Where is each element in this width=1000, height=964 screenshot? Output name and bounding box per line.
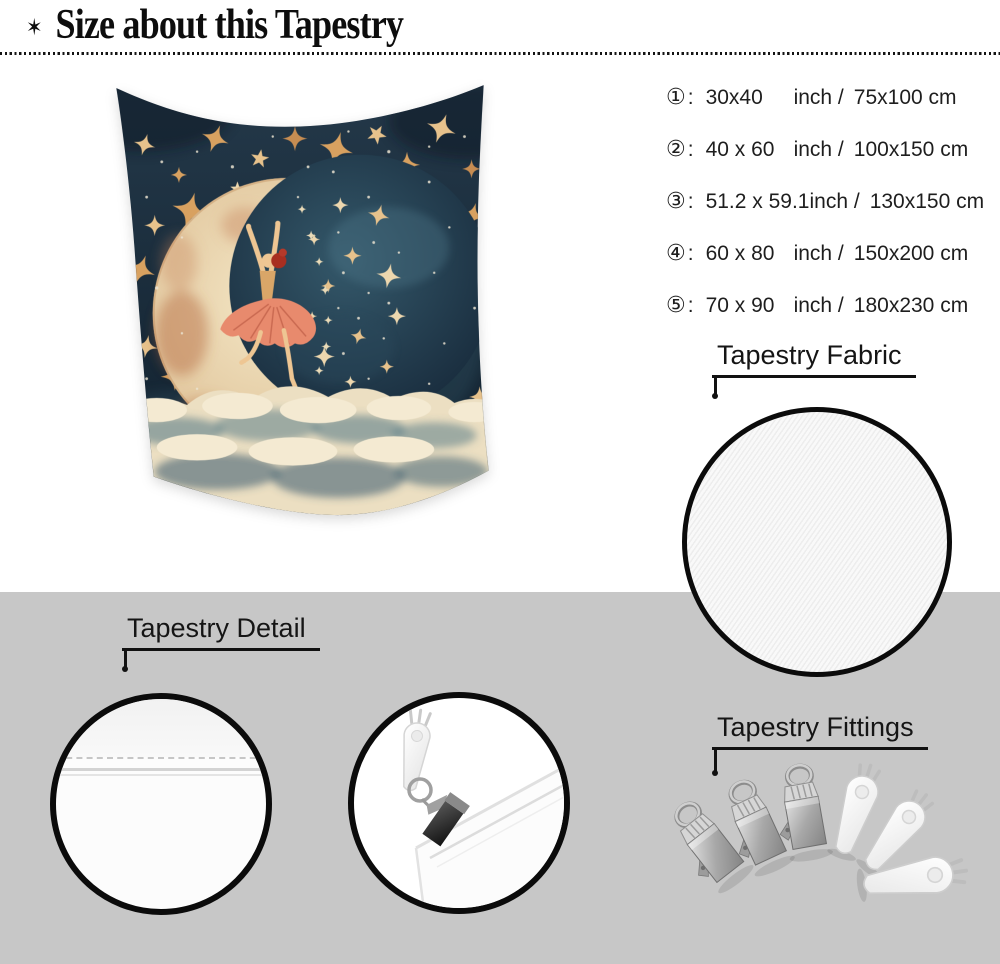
hem-detail-photo — [50, 693, 272, 915]
size-unit: inch / — [793, 242, 844, 265]
star-icon: ✶ — [26, 13, 43, 40]
size-options-list — [666, 82, 984, 342]
size-option-1: ① : 30x40 inch / 75x100 cm — [666, 82, 984, 113]
size-inch: 60 x 80 — [705, 242, 775, 265]
size-inch: 40 x 60 — [705, 138, 775, 161]
size-option-5: ⑤ : 70 x 90 inch / 180x230 cm — [666, 290, 984, 321]
size-cm: 130x150 cm — [869, 190, 985, 213]
fabric-swatch-photo — [682, 407, 952, 677]
size-unit: inch / — [809, 190, 860, 213]
size-cm: 75x100 cm — [853, 86, 957, 109]
size-inch: 70 x 90 — [705, 294, 775, 317]
size-option-3: ③ : 51.2 x 59.1 inch / 130x150 cm — [666, 186, 984, 217]
fabric-label: Tapestry Fabric — [712, 340, 916, 378]
circled-number: ① — [666, 84, 686, 109]
hook-and-clip-illustration — [354, 698, 564, 908]
clouds — [118, 386, 503, 522]
leader-line — [124, 648, 127, 667]
dotted-divider — [0, 52, 1000, 55]
size-cm: 100x150 cm — [853, 138, 969, 161]
page-title-text: Size about this Tapestry — [55, 2, 404, 48]
circled-number: ④ — [666, 240, 686, 265]
size-inch: 30x40 — [705, 86, 763, 109]
size-cm: 150x200 cm — [853, 242, 969, 265]
fittings-label: Tapestry Fittings — [712, 712, 928, 750]
size-cm: 180x230 cm — [853, 294, 969, 317]
stitch-line — [56, 757, 266, 759]
circled-number: ⑤ — [666, 292, 686, 317]
circled-number: ② — [666, 136, 686, 161]
size-unit: inch / — [793, 138, 844, 161]
size-unit: inch / — [793, 86, 844, 109]
page-title — [26, 1, 403, 49]
size-option-2: ② : 40 x 60 inch / 100x150 cm — [666, 134, 984, 165]
tapestry-product-image — [86, 76, 514, 522]
fittings-photo — [645, 762, 995, 957]
detail-label: Tapestry Detail — [122, 613, 320, 651]
leader-line — [714, 375, 717, 394]
circled-number: ③ — [666, 188, 686, 213]
size-unit: inch / — [793, 294, 844, 317]
size-inch: 51.2 x 59.1 — [705, 190, 810, 213]
size-option-4: ④ : 60 x 80 inch / 150x200 cm — [666, 238, 984, 269]
hanging-clip-detail-photo — [348, 692, 570, 914]
